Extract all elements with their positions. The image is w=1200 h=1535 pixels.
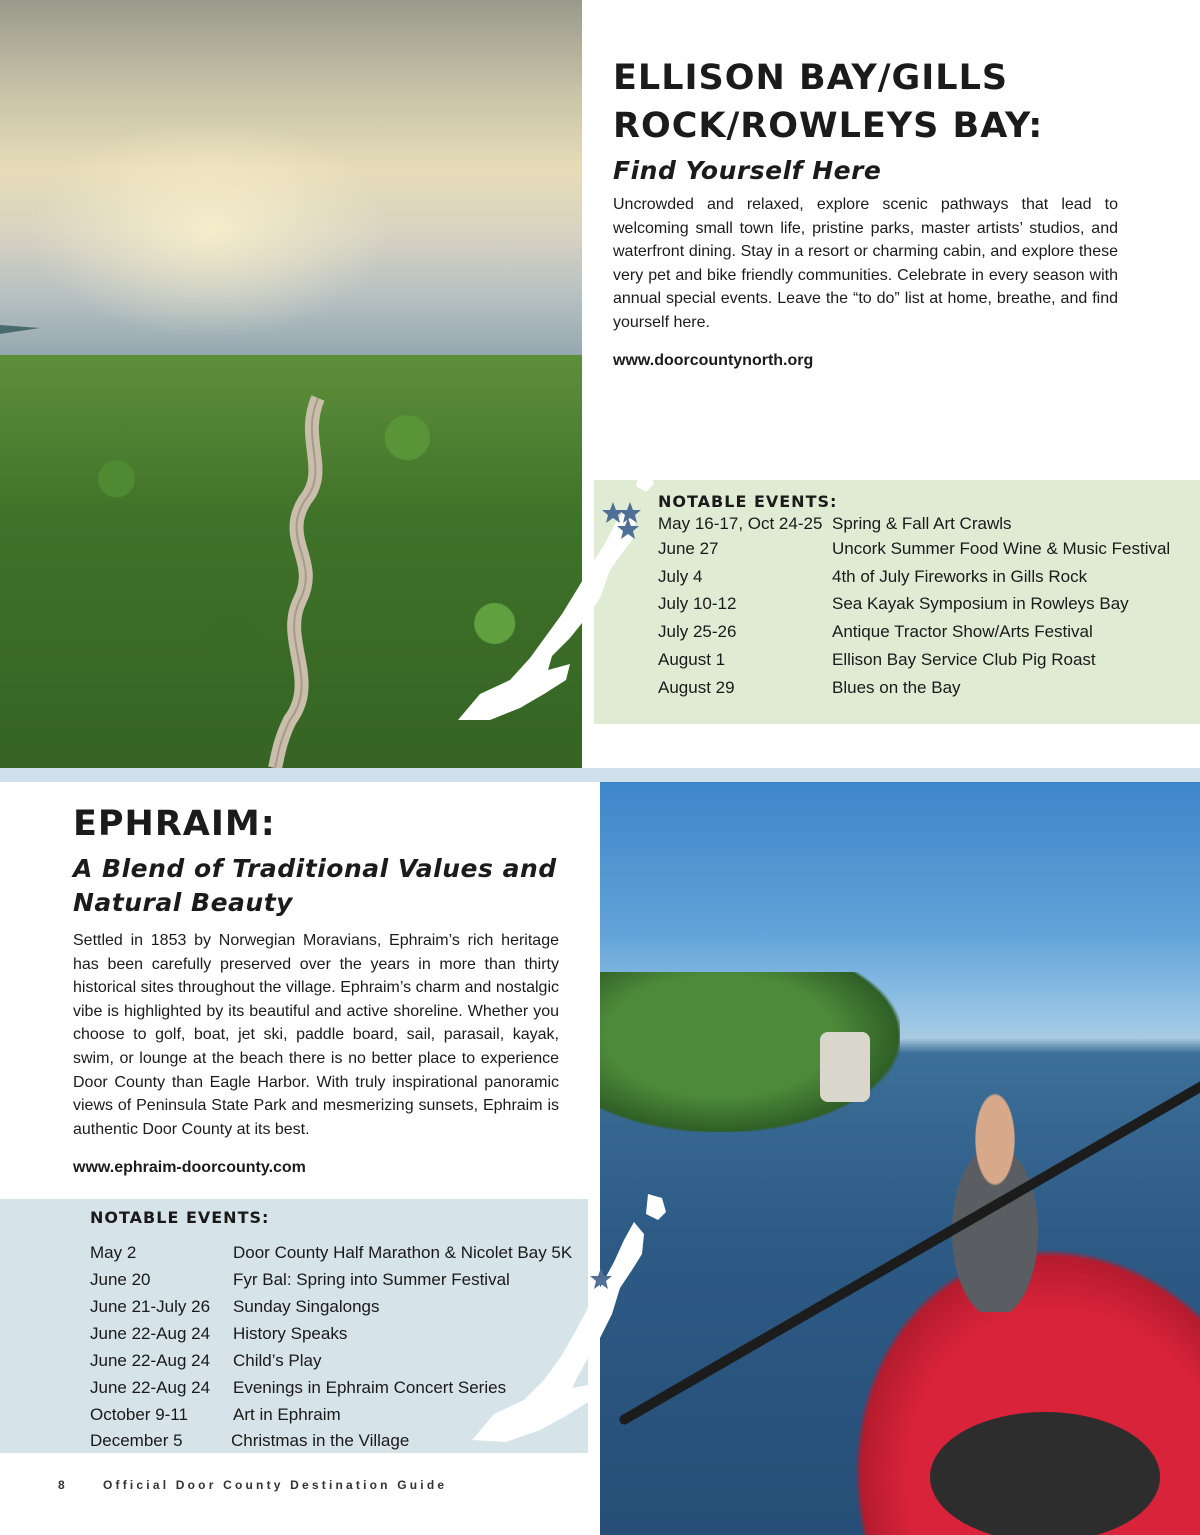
ephraim-title: EPHRAIM: [73, 804, 276, 844]
ephraim-website-link[interactable]: www.ephraim-doorcounty.com [73, 1159, 306, 1176]
ephraim-events-title: NOTABLE EVENTS: [90, 1208, 270, 1227]
ellison-body-text: Uncrowded and relaxed, explore scenic pathways that lead to welcoming small town life, pristine parks, master artists’ studios, and waterfront dining. Stay in a resort or charming cabin, and explore these very pet and bike friendly communities. Celebrate in every season with annual special events. Leave the “to do” list at home, breathe, and find yourself here. [613, 196, 1118, 331]
ellison-title: ELLISON BAY/GILLS ROCK/ROWLEYS BAY: [613, 58, 1044, 146]
kayak-photo [600, 782, 1200, 1535]
ellison-section-header [613, 54, 1133, 188]
ephraim-events-box: NOTABLE EVENTS: May 2 Door County Half Marathon & Nicolet Bay 5K June 20 Fyr Bal: Spring into Summer Festival June 21-July 26 Sunday Singalongs June 22-Aug 24 History Speaks June 22-Aug 24 Child’s Play June 22-Aug 24 Evenings in Ephraim Concert Series October 9-11 Art in Ephraim December 5 Christmas in the Village [0, 1199, 588, 1453]
ellison-website-link[interactable]: www.doorcountynorth.org [613, 352, 814, 369]
guide-title: Official Door County Destination Guide [102, 1478, 448, 1492]
ephraim-subtitle: A Blend of Traditional Values and Natural Beauty [73, 854, 557, 917]
section-divider [0, 768, 1200, 782]
page-number: 8 [58, 1478, 68, 1492]
ellison-subtitle: Find Yourself Here [613, 156, 882, 185]
door-county-map-icon [460, 1188, 680, 1448]
ellison-events-title: NOTABLE EVENTS: [658, 492, 838, 511]
door-county-map-icon [450, 458, 660, 728]
ellison-events-box: NOTABLE EVENTS: May 16-17, Oct 24-25 Spring & Fall Art Crawls June 27 Uncork Summer Food Wine & Music Festival July 4 4th of July Fireworks in Gills Rock July 10-12 Sea Kayak Symposium in Rowleys Bay July 25-26 Antique Tractor Show/Arts Festival August 1 Ellison Bay Service Club Pig Roast August 29 Blues on the Bay [594, 480, 1200, 724]
ephraim-body-text: Settled in 1853 by Norwegian Moravians, Ephraim’s rich heritage has been carefully preserved over the years in more than thirty historical sites throughout the village. Ephraim’s charm and nostalgic vibe is highlighted by its beautiful and active shoreline. Whether you choose to golf, boat, jet ski, paddle board, sail, parasail, kayak, swim, or lounge at the beach there is no better place to experience Door County than Eagle Harbor. With truly inspirational panoramic views of Peninsula State Park and mesmerizing sunsets, Ephraim is authentic Door County at its best. [73, 932, 559, 1138]
page-footer [58, 1478, 447, 1492]
